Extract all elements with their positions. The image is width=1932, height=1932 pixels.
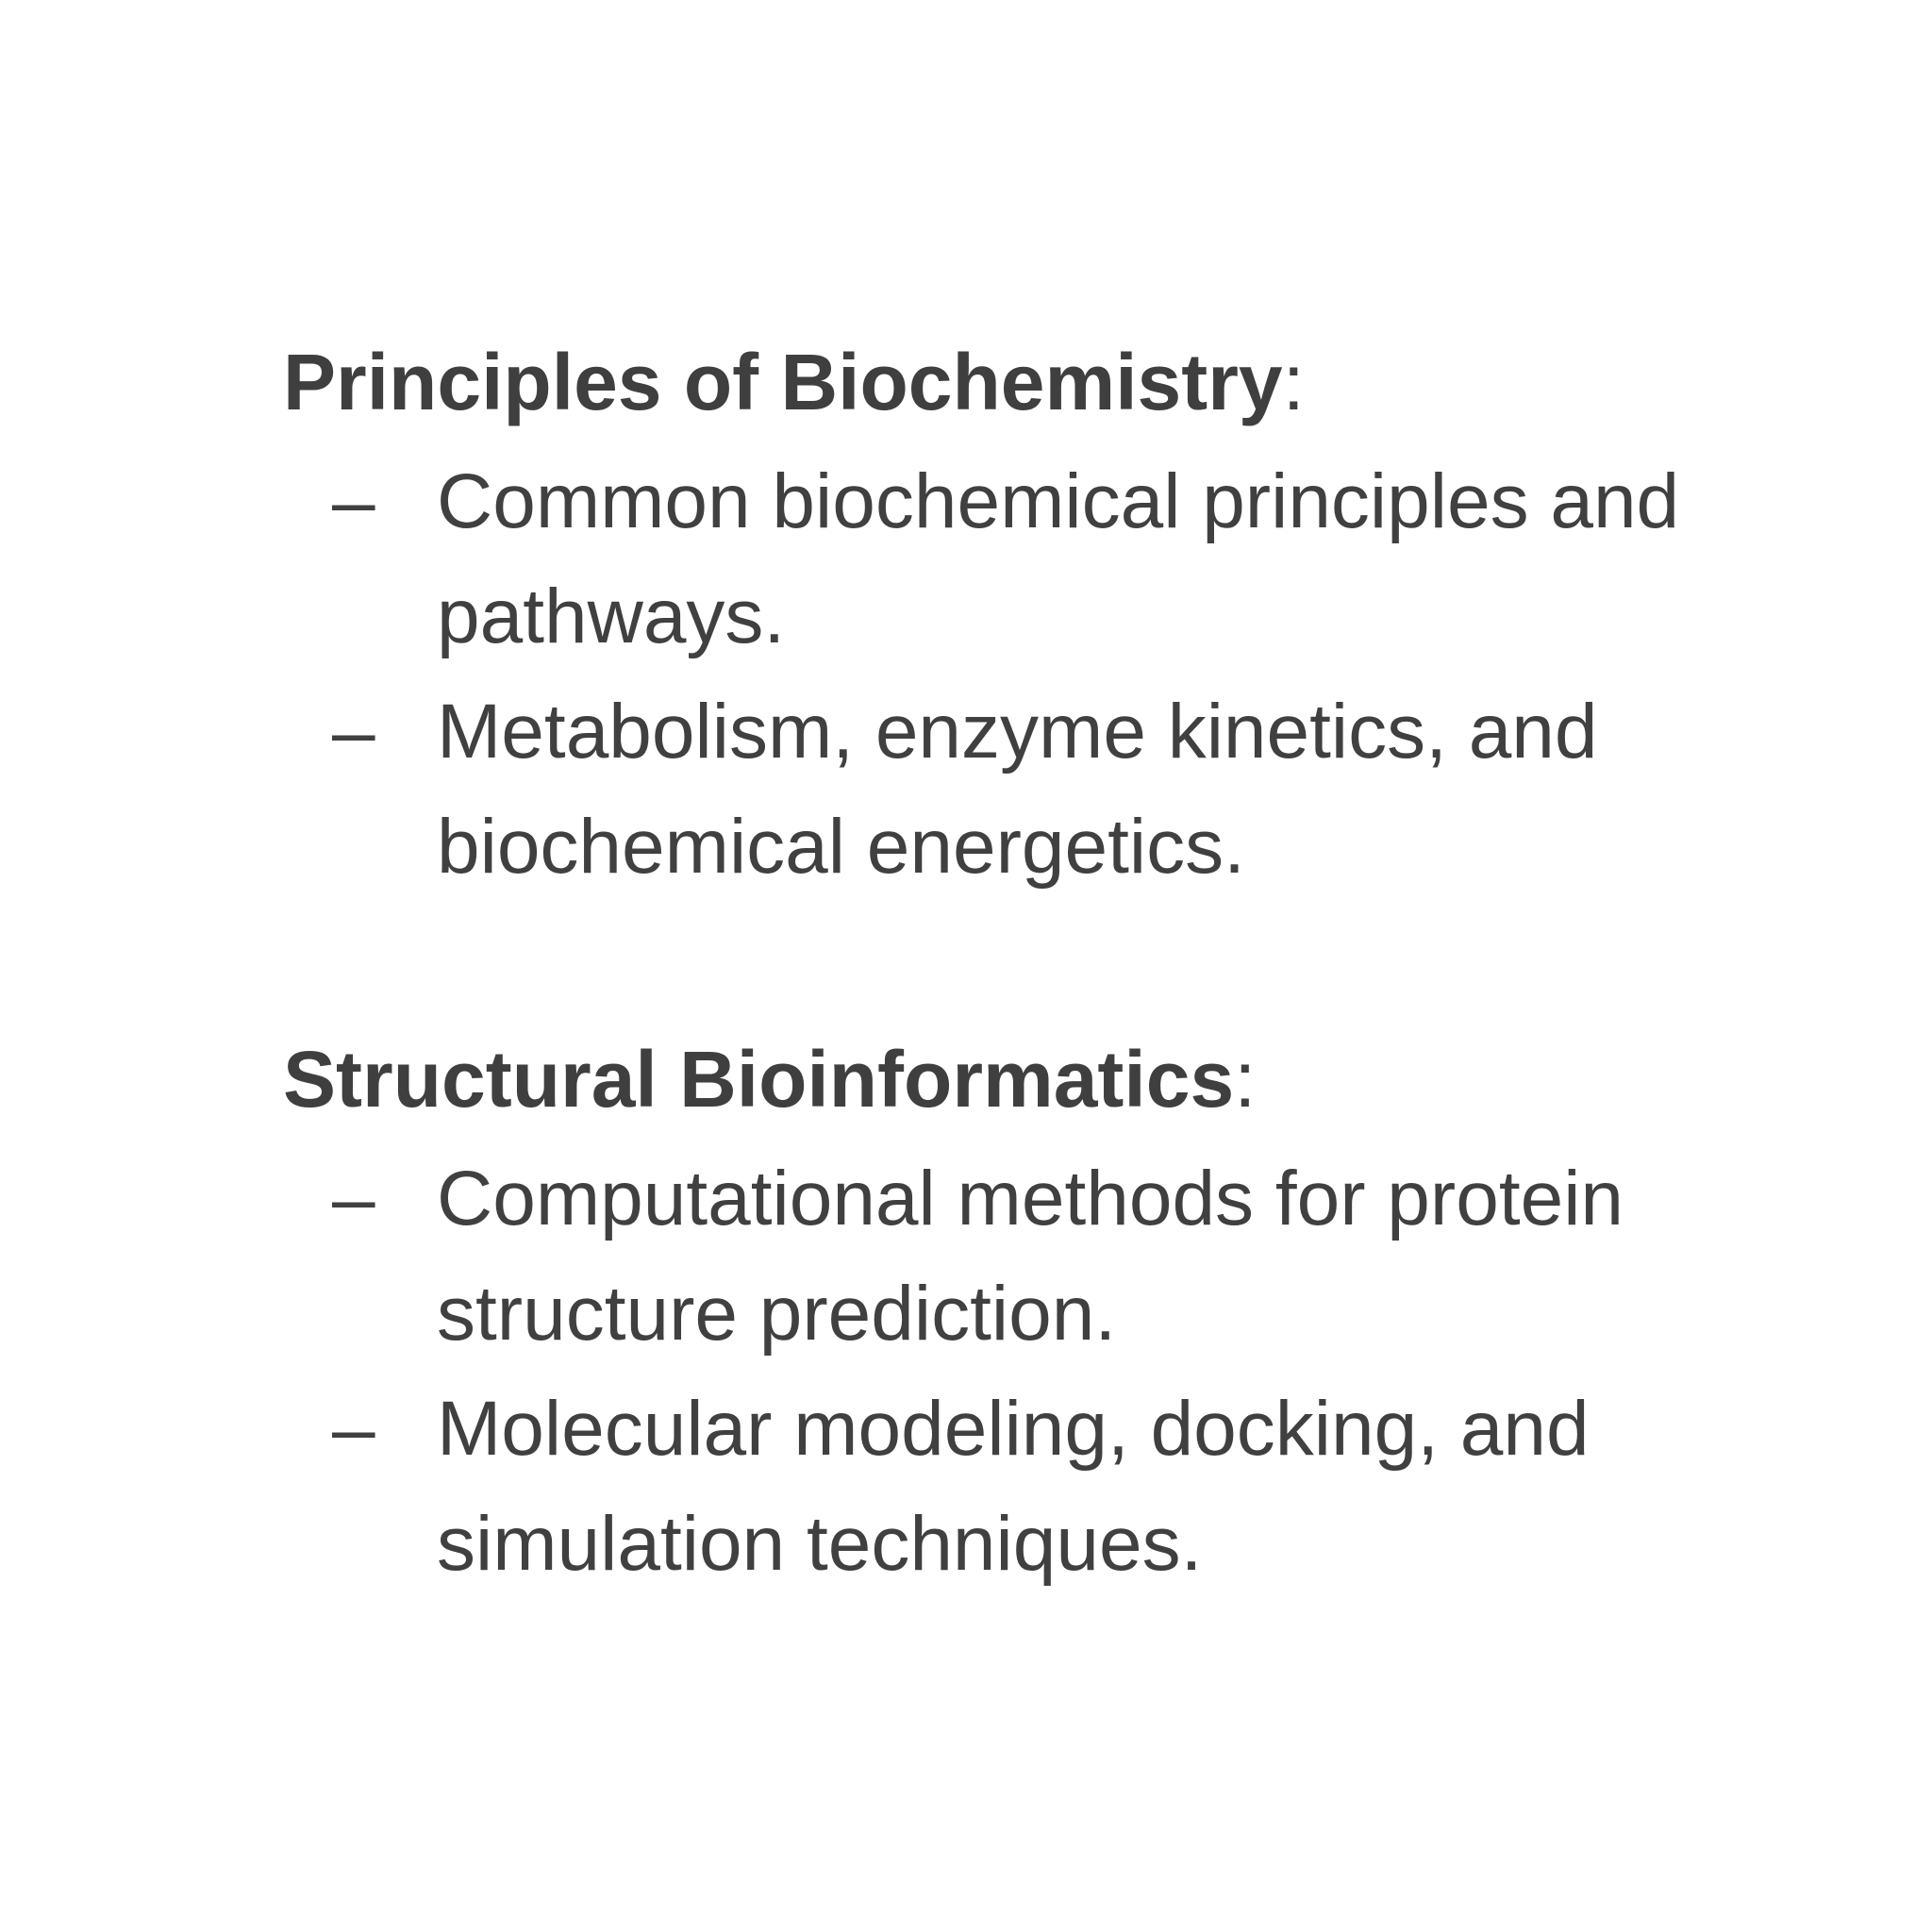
section-heading bbox=[283, 335, 1811, 429]
document-content bbox=[283, 335, 1811, 1729]
heading-colon: : bbox=[1234, 1035, 1257, 1124]
dash-bullet: – bbox=[332, 1156, 375, 1241]
list-item-text: Computational methods for protein structure prediction. bbox=[437, 1156, 1624, 1357]
list-item-text: Common biochemical principles and pathways. bbox=[437, 458, 1680, 659]
section-heading bbox=[283, 1032, 1811, 1126]
section-heading-text: Principles of Biochemistry bbox=[283, 338, 1283, 426]
list-item-text: Metabolism, enzyme kinetics, and biochemical energetics. bbox=[437, 689, 1598, 890]
list-item-text: Molecular modeling, docking, and simulation techniques. bbox=[437, 1386, 1590, 1587]
list-item bbox=[283, 675, 1776, 905]
bullet-list bbox=[283, 1141, 1811, 1602]
section-heading-text: Structural Bioinformatics bbox=[283, 1035, 1235, 1124]
section-structural-bioinformatics bbox=[283, 1032, 1811, 1602]
section-principles-of-biochemistry bbox=[283, 335, 1811, 905]
list-item bbox=[283, 1141, 1776, 1372]
bullet-list bbox=[283, 444, 1811, 905]
heading-colon: : bbox=[1282, 338, 1305, 426]
dash-bullet: – bbox=[332, 1386, 375, 1472]
dash-bullet: – bbox=[332, 689, 375, 774]
list-item bbox=[283, 444, 1776, 675]
list-item bbox=[283, 1372, 1776, 1602]
dash-bullet: – bbox=[332, 458, 375, 544]
